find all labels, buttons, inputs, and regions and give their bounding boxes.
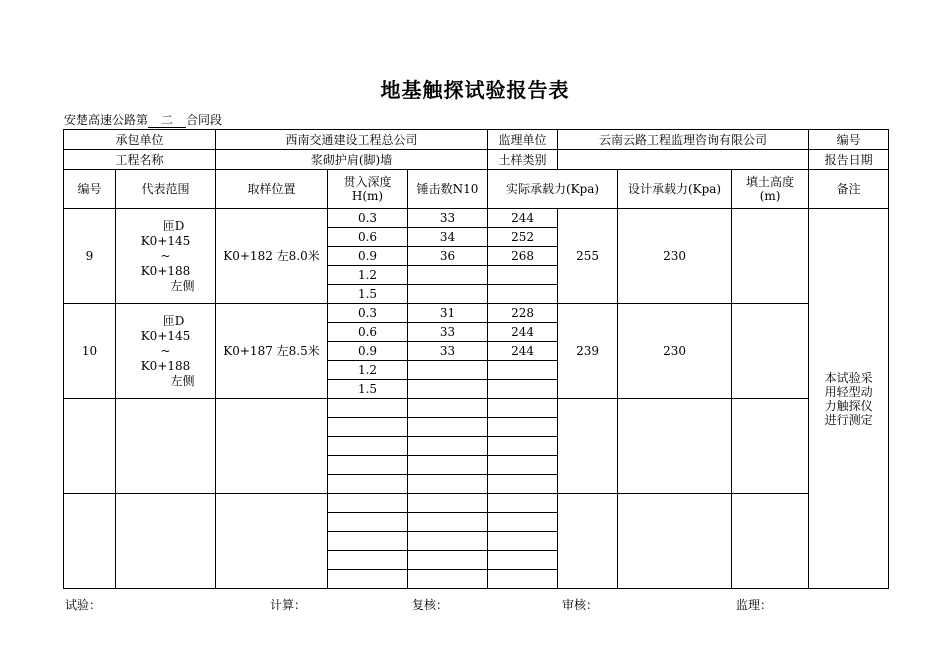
footer-calc: 计算： (270, 598, 307, 612)
col-fill-line2: (m) (759, 189, 781, 203)
range-line (116, 504, 215, 519)
range-line (116, 534, 215, 549)
cell-depth: 0.3 (328, 304, 408, 323)
number-label: 编号 (809, 130, 889, 150)
cell-depth: 1.2 (328, 361, 408, 380)
cell-blows (408, 494, 488, 513)
cell-bearing (488, 494, 558, 513)
cell-bearing (488, 475, 558, 494)
range-line: ~ (160, 343, 171, 358)
range-line (116, 454, 215, 469)
footer-review: 复核： (412, 598, 449, 612)
design-bearing: 230 (618, 209, 732, 304)
cell-blows (408, 361, 488, 380)
cell-depth (328, 456, 408, 475)
cell-blows (408, 266, 488, 285)
group-number: 9 (64, 209, 116, 304)
range-line (116, 549, 215, 564)
subline-prefix: 安楚高速公路第 (64, 113, 149, 127)
cell-depth (328, 494, 408, 513)
range-line (116, 439, 215, 454)
supervisor-value: 云南云路工程监理咨询有限公司 (558, 130, 809, 150)
design-bearing (618, 494, 732, 589)
range-line (116, 409, 215, 424)
cell-bearing (488, 399, 558, 418)
col-blows: 锤击数N10 (408, 170, 488, 209)
cell-bearing (488, 456, 558, 475)
soil-label: 土样类别 (488, 150, 558, 170)
cell-depth: 1.2 (328, 266, 408, 285)
header-row-project (64, 150, 889, 170)
cell-depth (328, 513, 408, 532)
cell-blows (408, 570, 488, 589)
cell-depth (328, 570, 408, 589)
range-line: ~ (160, 248, 171, 263)
fill-height (732, 209, 809, 304)
soil-value (558, 150, 809, 170)
cell-depth (328, 551, 408, 570)
col-fill-line1: 填土高度 (746, 175, 795, 189)
cell-blows (408, 532, 488, 551)
supervisor-label: 监理单位 (488, 130, 558, 150)
cell-depth (328, 418, 408, 437)
remark-cell (809, 209, 889, 589)
col-no: 编号 (64, 170, 116, 209)
range-line: K0+145 (140, 233, 191, 248)
actual-bearing (558, 494, 618, 589)
range-line: 匝D (162, 313, 185, 328)
footer-test: 试验： (65, 598, 102, 612)
col-design: 设计承载力(Kpa) (618, 170, 732, 209)
signature-footer (0, 596, 950, 612)
remark-line: 用轻型动 (824, 384, 873, 399)
cell-bearing (488, 285, 558, 304)
cell-bearing (488, 266, 558, 285)
group-range (116, 494, 216, 589)
cell-blows (408, 551, 488, 570)
col-depth (328, 170, 408, 209)
cell-depth (328, 437, 408, 456)
cell-depth: 1.5 (328, 285, 408, 304)
table-row (64, 304, 889, 323)
cell-blows (408, 456, 488, 475)
table-row (64, 399, 889, 418)
range-line (116, 469, 215, 484)
cell-blows (408, 399, 488, 418)
range-line (116, 564, 215, 579)
cell-bearing: 228 (488, 304, 558, 323)
cell-blows: 33 (408, 209, 488, 228)
contractor-value: 西南交通建设工程总公司 (216, 130, 488, 150)
cell-bearing (488, 532, 558, 551)
group-number (64, 494, 116, 589)
subline-suffix: 合同段 (186, 113, 223, 127)
cell-blows (408, 475, 488, 494)
cell-blows: 34 (408, 228, 488, 247)
sampling-position (216, 494, 328, 589)
sampling-position (216, 399, 328, 494)
group-number: 10 (64, 304, 116, 399)
cell-bearing (488, 570, 558, 589)
cell-blows (408, 285, 488, 304)
remark-line: 力触探仪 (824, 398, 873, 413)
contract-section-line (64, 111, 222, 128)
range-line: K0+188 (140, 358, 191, 373)
cell-bearing (488, 437, 558, 456)
actual-bearing: 255 (558, 209, 618, 304)
cell-depth (328, 532, 408, 551)
col-fill (732, 170, 809, 209)
col-depth-line1: 贯入深度 (343, 175, 392, 189)
header-row-contractor (64, 130, 889, 150)
col-actual: 实际承载力(Kpa) (488, 170, 618, 209)
column-header-row (64, 170, 889, 209)
cell-bearing: 268 (488, 247, 558, 266)
cell-blows: 33 (408, 323, 488, 342)
range-line: 左侧 (170, 373, 195, 388)
col-position: 取样位置 (216, 170, 328, 209)
cell-depth: 0.9 (328, 247, 408, 266)
cell-blows (408, 513, 488, 532)
project-value: 浆砌护肩(脚)墙 (216, 150, 488, 170)
group-range (116, 304, 216, 399)
cell-bearing: 252 (488, 228, 558, 247)
range-line (116, 424, 215, 439)
cell-depth: 0.6 (328, 228, 408, 247)
cell-bearing (488, 551, 558, 570)
range-line: 左侧 (170, 278, 195, 293)
cell-blows: 31 (408, 304, 488, 323)
cell-bearing (488, 513, 558, 532)
project-label: 工程名称 (64, 150, 216, 170)
cell-bearing: 244 (488, 209, 558, 228)
cell-bearing (488, 361, 558, 380)
table-row (64, 209, 889, 228)
footer-audit: 审核： (562, 598, 599, 612)
design-bearing: 230 (618, 304, 732, 399)
cell-bearing (488, 380, 558, 399)
remark-line: 本试验采 (824, 370, 873, 385)
range-line: K0+188 (140, 263, 191, 278)
cell-blows (408, 418, 488, 437)
cell-depth: 1.5 (328, 380, 408, 399)
group-range (116, 399, 216, 494)
design-bearing (618, 399, 732, 494)
actual-bearing (558, 399, 618, 494)
cell-depth: 0.3 (328, 209, 408, 228)
cell-bearing: 244 (488, 342, 558, 361)
cell-bearing (488, 418, 558, 437)
footer-supervise: 监理： (736, 598, 773, 612)
report-title: 地基触探试验报告表 (380, 78, 570, 102)
range-line: K0+145 (140, 328, 191, 343)
group-range (116, 209, 216, 304)
fill-height (732, 494, 809, 589)
cell-depth: 0.6 (328, 323, 408, 342)
cell-depth (328, 399, 408, 418)
sampling-position: K0+182 左8.0米 (216, 209, 328, 304)
cell-bearing: 244 (488, 323, 558, 342)
col-depth-line2: H(m) (351, 189, 384, 203)
penetration-test-table (63, 129, 889, 589)
contractor-label: 承包单位 (64, 130, 216, 150)
col-range: 代表范围 (116, 170, 216, 209)
fill-height (732, 399, 809, 494)
fill-height (732, 304, 809, 399)
date-label: 报告日期 (809, 150, 889, 170)
col-remark: 备注 (809, 170, 889, 209)
table-row (64, 494, 889, 513)
cell-blows: 36 (408, 247, 488, 266)
sampling-position: K0+187 左8.5米 (216, 304, 328, 399)
range-line: 匝D (162, 218, 185, 233)
range-line (116, 519, 215, 534)
cell-blows: 33 (408, 342, 488, 361)
cell-blows (408, 380, 488, 399)
section-number: 二 (148, 114, 186, 128)
remark-line: 进行测定 (824, 412, 873, 427)
cell-depth: 0.9 (328, 342, 408, 361)
cell-blows (408, 437, 488, 456)
group-number (64, 399, 116, 494)
cell-depth (328, 475, 408, 494)
actual-bearing: 239 (558, 304, 618, 399)
